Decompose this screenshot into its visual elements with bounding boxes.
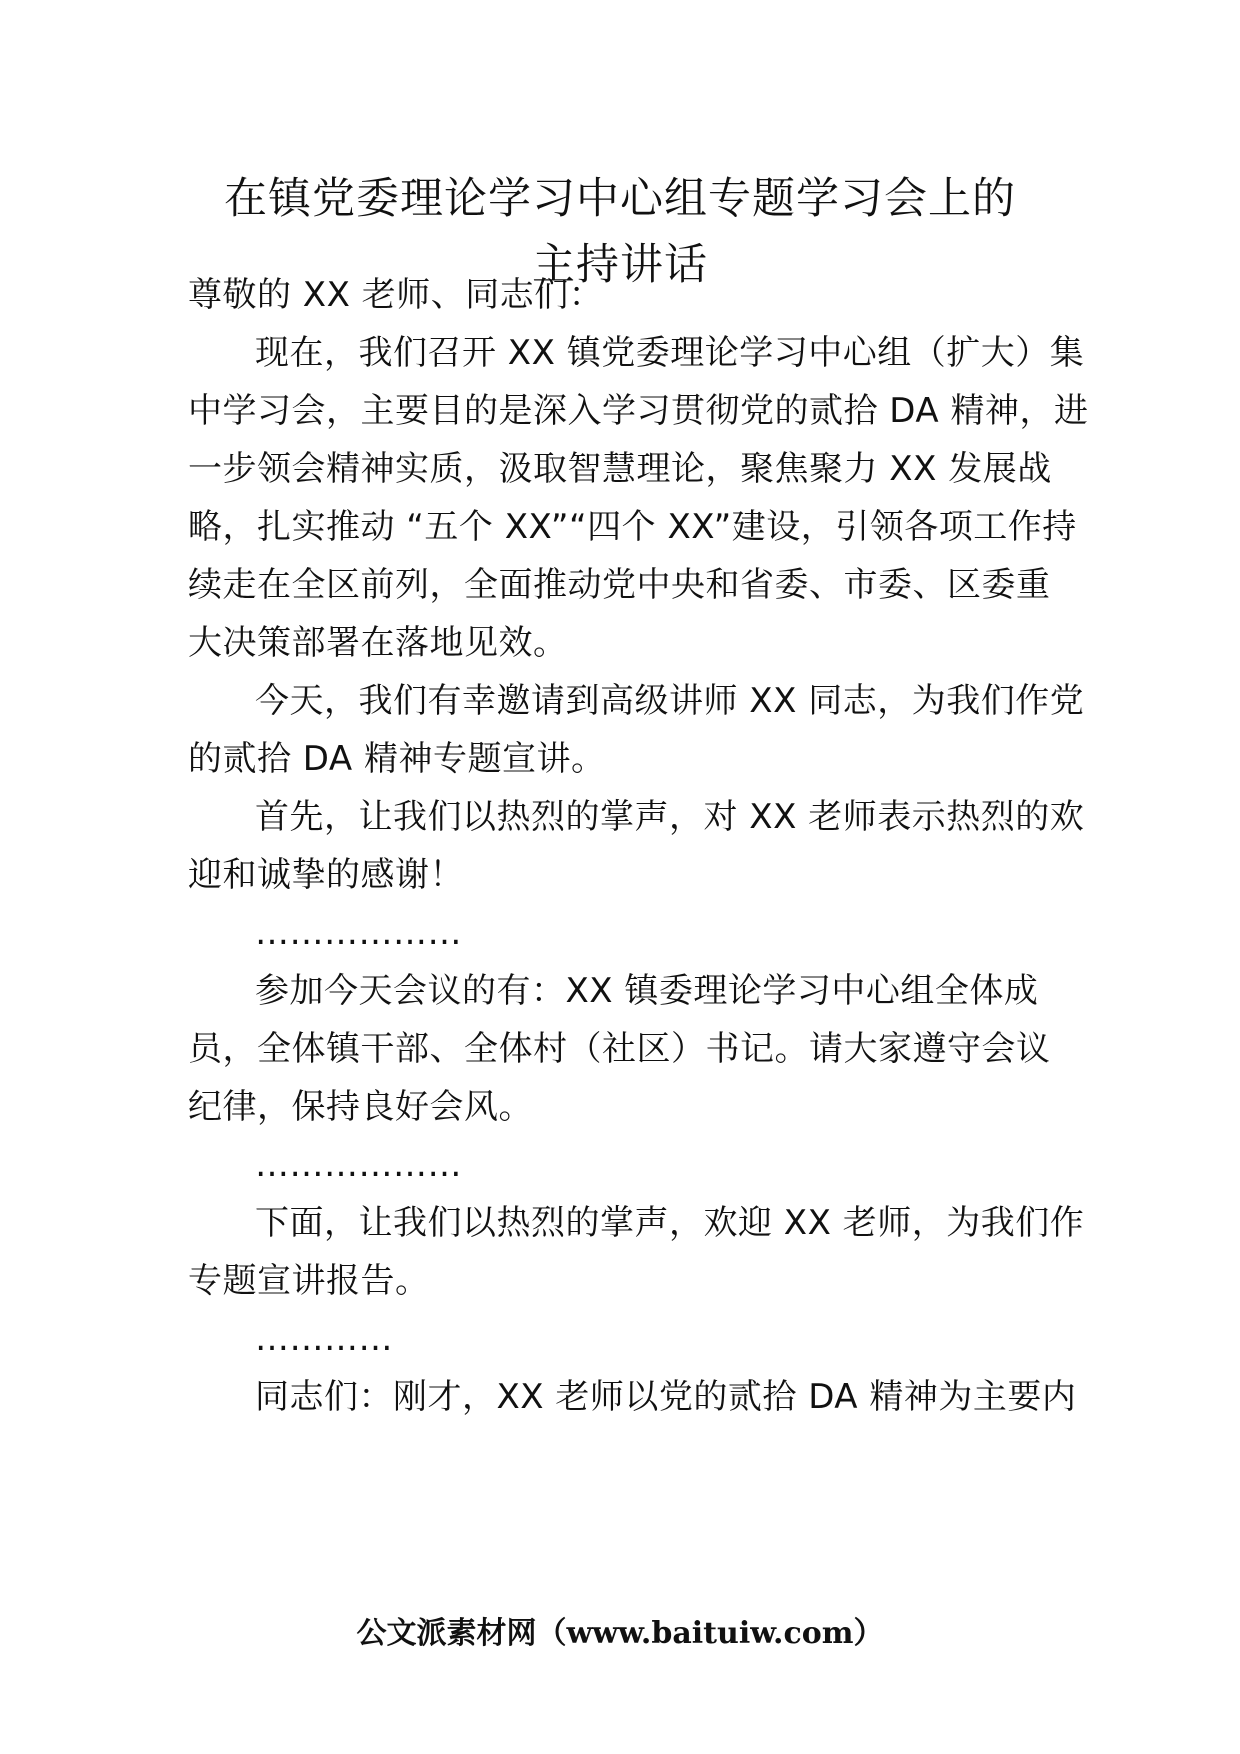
paragraph-line: 大决策部署在落地见效。: [188, 623, 568, 663]
footer-watermark: 公文派素材网（www.baituiw.com）: [356, 1616, 884, 1651]
document-title-line-2: 主持讲话: [532, 240, 708, 290]
paragraph-line: 续走在全区前列，全面推动党中央和省委、市委、区委重: [188, 565, 1051, 605]
paragraph-line: 略，扎实推动 “五个 XX”“四个 XX”建设，引领各项工作持: [188, 507, 1077, 547]
paragraph-line: 同志们：刚才，XX 老师以党的贰拾 DA 精神为主要内: [255, 1377, 1077, 1417]
salutation: 尊敬的 XX 老师、同志们：: [188, 275, 604, 315]
document-title-line-1: 在镇党委理论学习中心组专题学习会上的: [224, 174, 1016, 224]
paragraph-line: 现在，我们召开 XX 镇党委理论学习中心组（扩大）集: [255, 333, 1085, 373]
paragraph-line: 参加今天会议的有：XX 镇委理论学习中心组全体成: [255, 971, 1039, 1011]
paragraph-line: 首先，让我们以热烈的掌声，对 XX 老师表示热烈的欢: [255, 797, 1085, 837]
ellipsis-line: ………………: [255, 1145, 462, 1185]
paragraph-line: 的贰拾 DA 精神专题宣讲。: [188, 739, 606, 779]
paragraph-line: 今天，我们有幸邀请到高级讲师 XX 同志，为我们作党: [255, 681, 1085, 721]
ellipsis-line: …………: [255, 1319, 393, 1359]
paragraph-line: 员，全体镇干部、全体村（社区）书记。请大家遵守会议: [188, 1029, 1051, 1069]
ellipsis-line: ………………: [255, 913, 462, 953]
paragraph-line: 纪律，保持良好会风。: [188, 1087, 533, 1127]
paragraph-line: 下面，让我们以热烈的掌声，欢迎 XX 老师，为我们作: [255, 1203, 1085, 1243]
paragraph-line: 迎和诚挚的感谢！: [188, 855, 464, 895]
paragraph-line: 一步领会精神实质，汲取智慧理论，聚焦聚力 XX 发展战: [188, 449, 1052, 489]
paragraph-line: 中学习会，主要目的是深入学习贯彻党的贰拾 DA 精神，进: [188, 391, 1089, 431]
paragraph-line: 专题宣讲报告。: [188, 1261, 430, 1301]
